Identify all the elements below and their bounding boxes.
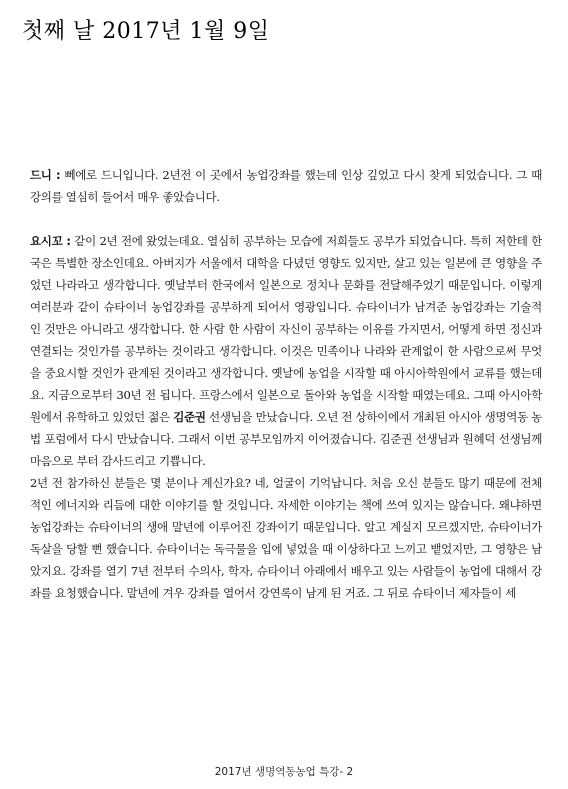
paragraph-text: 선생님을 만났습니다. 오년 전 상하이에서 개최된 아시아 생명역동 농법 포럼에서 다시 만났습니다. 그래서 이번 공부모임까지 이어졌습니다. 김준권 선생님과 원혜덕 선생님께 마음으로 부터 감사드리고 기쁩니다. bbox=[30, 410, 542, 468]
document-body bbox=[30, 164, 542, 604]
speaker-label: 드니 : bbox=[30, 168, 61, 182]
page-title: 첫째 날 2017년 1월 9일 bbox=[22, 19, 270, 44]
paragraph-spacer bbox=[30, 208, 542, 230]
page-footer: 2017년 생명역동농업 특강- 2 bbox=[214, 766, 354, 778]
paragraph-text: 2년 전 참가하신 분들은 몇 분이나 계신가요? 네, 얼굴이 기억납니다. 처음 오신 분들도 많기 때문에 전체적인 에너지와 리듬에 대한 이야기를 할 것입니다. 자세한 이야기는 책에 쓰여 있지는 않습니다. 왜냐하면 농업강좌는 슈타이너의 생애 말년에 이루어진 강좌이기 때문입니다. 알고 계실지 모르겠지만, 슈타이너가 독살을 당할 뻔 했습니다. 슈타이너는 독극물을 입에 넣었을 때 이상하다고 느끼고 뱉었지만, 그 영향은 남았지요. 강좌를 열기 7년 전부터 수의사, 학자, 슈타이너 아래에서 배우고 있는 사람들이 농업에 대해서 강좌를 요청했습니다. 말년에 겨우 강좌를 열어서 강연록이 남게 된 거죠. 그 뒤로 슈타이너 제자들이 세 bbox=[30, 476, 542, 600]
paragraph-text: 뻬에로 드니입니다. 2년전 이 곳에서 농업강좌를 했는데 인상 깊었고 다시 찾게 되었습니다. 그 때 강의를 열심히 들어서 매우 좋았습니다. bbox=[30, 168, 542, 204]
paragraph-denis bbox=[30, 164, 542, 208]
paragraph-text: 같이 2년 전에 왔었는데요. 열심히 공부하는 모습에 저희들도 공부가 되었습니다. 특히 저한테 한국은 특별한 장소인데요. 아버지가 서울에서 대학을 다녔던 영향도 있지만, 살고 있는 일본에 큰 영향을 주었던 나라라고 생각합니다. 옛날부터 한국에서 일본으로 정치나 문화를 전달해주었기 때문입니다. 이렇게 여러분과 같이 슈타이너 농업강좌를 공부하게 되어서 영광입니다. 슈타이너가 남겨준 농업강좌는 기술적인 것만은 아니라고 생각합니다. 한 사람 한 사람이 자신이 공부하는 이유를 가지면서, 어떻게 하면 정신과 연결되는 것인가를 공부하는 것이라고 생각합니다. 이것은 민족이나 나라와 관계없이 한 사람으로써 무엇을 중요시할 것인가 관계된 것이라고 생각합니다. 옛날에 농업을 시작할 때 아시아학원에서 교류를 했는데요. 지금으로부터 30년 전 됩니다. 프랑스에서 일본으로 돌아와 농업을 시작할 때였는데요. 그때 아시아학원에서 유학하고 있었던 젊은 bbox=[30, 234, 542, 424]
paragraph-yoshiko bbox=[30, 230, 542, 472]
speaker-label: 요시꼬 : bbox=[30, 234, 71, 248]
highlighted-name: 김준권 bbox=[173, 410, 206, 424]
paragraph-continued bbox=[30, 472, 542, 604]
